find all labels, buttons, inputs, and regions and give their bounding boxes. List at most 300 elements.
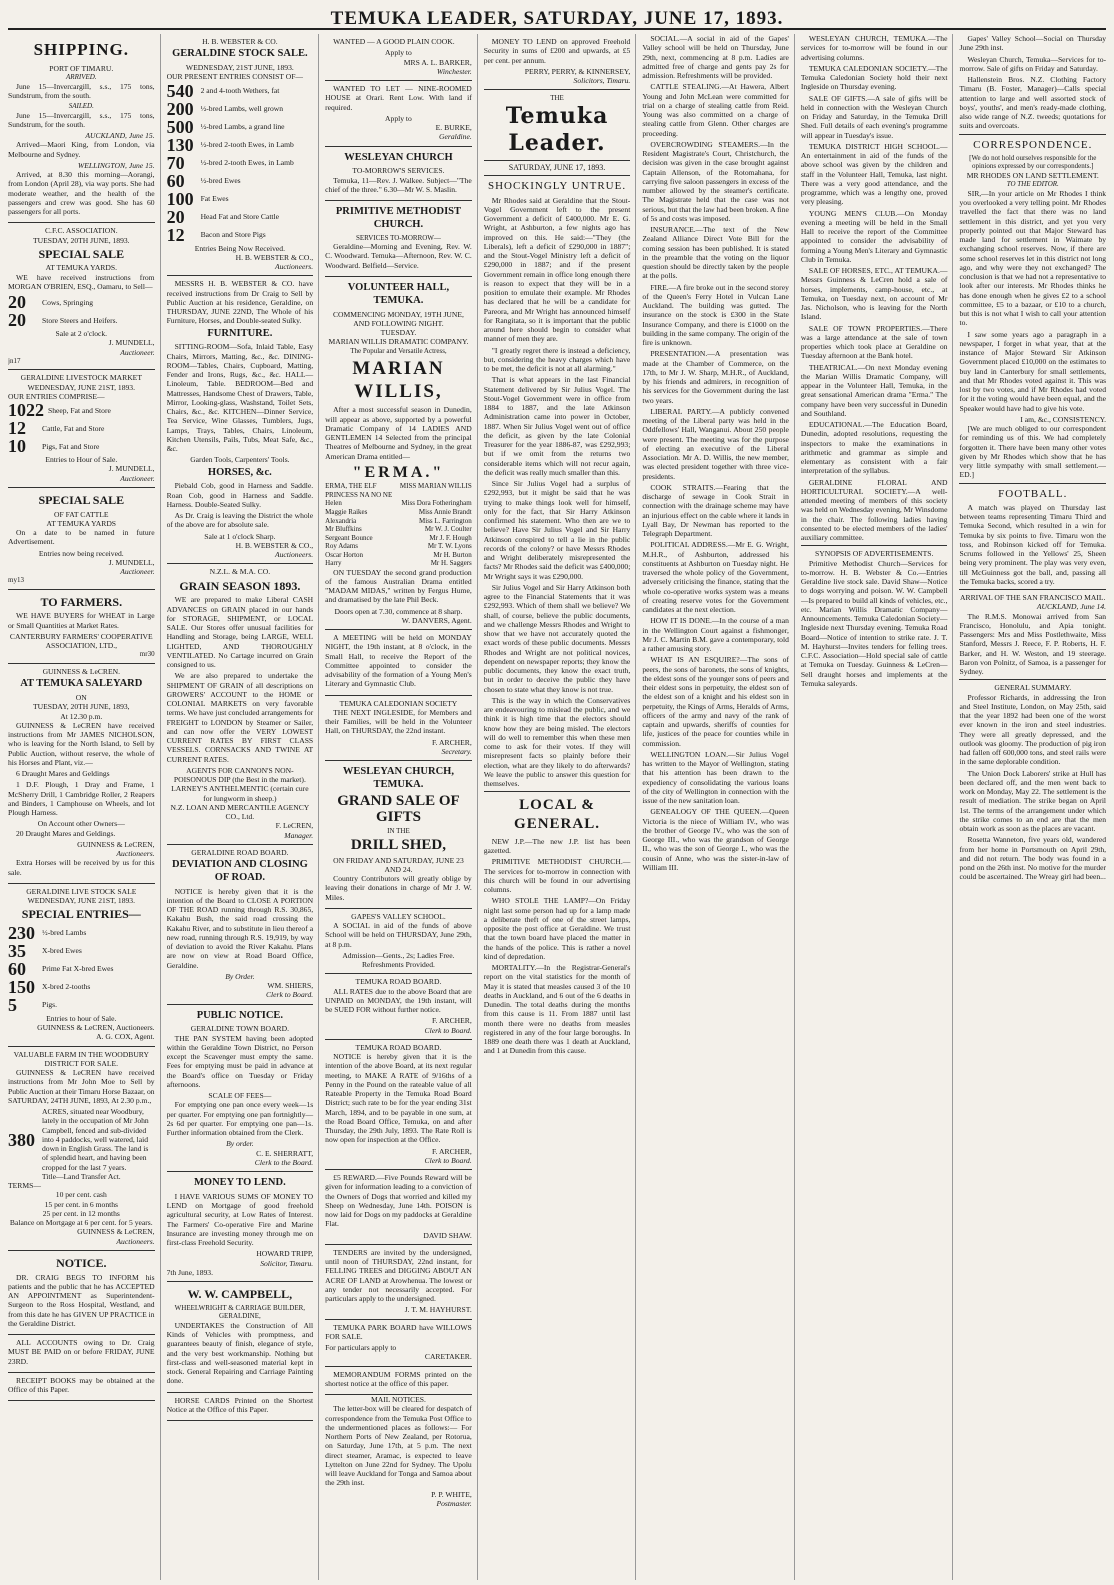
gls-item: ½-bred Lambs [42, 928, 87, 938]
geraldine-live-stock-sale-ad [8, 884, 155, 1047]
farmers-ad [8, 590, 155, 664]
cast-role: Oscar Horton [325, 550, 364, 559]
news-item: OVERCROWDING STEAMERS.—In the Resident Magistrate's Court, Christchurch, the decision was given in the case brought against Captain Allenson, of the Rotomahana, for carrying five saloon passengers in excess of the number allowed by the steamer's certificate. The Magistrate held that the case was not serious, but that the law had been broken. A fine of 5s and costs was imposed. [642, 139, 789, 223]
news-item: THEATRICAL.—On next Monday evening the Marian Willis Dramatic Company, will appear in the Volunteer Hall, Temuka, in the great sensational American drama "Erma." The company have been very successful in Dunedin and Southland. [800, 362, 948, 418]
trb2-role: Clerk to Board. [424, 1155, 472, 1165]
gss-count: 12 [166, 224, 185, 245]
fat-entries: Entries now being received. [38, 548, 124, 558]
news-item: SALE OF TOWN PROPERTIES.—There was a large attendance at the sale of town properties which took place at Geraldine on Tuesday afternoon at the Bank hotel. [800, 323, 948, 361]
gl-time: At 12.30 p.m. [60, 711, 103, 721]
news-item: WESLEYAN CHURCH, TEMUKA.—The services for to-morrow will be found in our advertising columns. [800, 34, 948, 62]
gtb-heading: GERALDINE TOWN BOARD. [190, 1024, 289, 1034]
news-item: PRESENTATION.—A presentation was made at the Chamber of Commerce, on the 17th, to Mr J. W. Sharp, M.H.R., of Auckland, by his friends and admirers, in recognition of his services for the Government during the last two years. [642, 349, 789, 405]
gss-entries-label: OUR PRESENT ENTRIES CONSIST OF— [166, 72, 304, 82]
wesleyan-services-ad [325, 147, 472, 202]
gss-entry [167, 172, 314, 190]
news-item: YOUNG MEN'S CLUB.—On Monday evening a meeting will be held in the Small Hall to receive the report of the Committee appointed to consider the advisability of forming a Young Men's Literary and Gymnastic Club in Temuka. [800, 208, 948, 264]
news-item: EDUCATIONAL.—The Education Board, Dunedin, adopted resolutions, requesting the inspectors to make the examinations in arithmetic and grammar as simple and elementary as consistent with a fair interpretation of the syllabus. [800, 420, 948, 476]
public-notice-title: PUBLIC NOTICE. [196, 1009, 284, 1021]
cast-actor: Mr J. F. Hough [429, 533, 472, 542]
gls-entry [8, 960, 155, 978]
column-2 [167, 34, 320, 1580]
logo-the: THE [550, 94, 564, 103]
grand-in: IN THE [387, 827, 410, 836]
shipping-title: SHIPPING. [33, 40, 129, 59]
paper-logo [484, 94, 631, 156]
mw-name: MARIAN WILLIS, [352, 358, 445, 403]
farmers-title: TO FARMERS. [40, 594, 123, 609]
gls-date: WEDNESDAY, JUNE 21ST, 1893. [27, 896, 136, 906]
grand-date: ON FRIDAY AND SATURDAY, JUNE 23 AND 24. [333, 855, 464, 874]
gss-item: ½-bred 2-tooth Ewes, in Lamb [200, 139, 294, 149]
gls-entry-list [8, 924, 155, 1014]
notice-title: NOTICE. [56, 1255, 107, 1270]
football-text: A match was played on Thursday last between teams representing Timaru Third and Temuka Second, which resulted in a win for Temuka by six points to five. Timaru won the toss, and Robinson kicked off for Temuka. Scrums followed in the Yellows' 25, Sheen being very prominent. The play was very even, till McGuinness got the ball, and, passing all the Temuka backs, scored a try. [959, 502, 1106, 586]
glm-entry [8, 401, 155, 419]
money-lend-perry-ad [484, 34, 631, 90]
campbell-ad [167, 1282, 314, 1392]
gss-entry [167, 226, 314, 244]
arrived-text: June 15—Invercargill, s.s., 175 tons, Sundstrum, from the south. [8, 81, 155, 100]
gl-on: ON [75, 693, 87, 703]
tcs-role: Secretary. [441, 746, 472, 756]
news-item: CATTLE STEALING.—At Hawera, Albert Young and John McLean were committed for trial on a charge of stealing cattle from Reid. Young was also committed on a charge of stealing cattle from Glenn. Other charges are proceeding. [642, 82, 789, 138]
cast-role: Maggie Raikes [325, 508, 368, 516]
furniture-heading: FURNITURE. [207, 327, 273, 339]
memo-forms-ad [325, 1367, 472, 1396]
cast-role: Sergeant Bounce [325, 533, 373, 542]
letter-title: MR RHODES ON LAND SETTLEMENT. [966, 170, 1099, 180]
deviation-title: DEVIATION AND CLOSING OF ROAD. [171, 859, 308, 883]
wellington-text: Arrived, at 8.30 this morning—Aorangi, from London (April 28), via way ports. She had moderate weather, and the health of the passengers and crew was good. She has 60 passengers for all ports. [8, 170, 155, 217]
mw-tues: ON TUESDAY the second grand production of the famous Australian Drama entitled "MADAM MIDAS," written by Fergus Hume, and dramatised by the late Phil Beck. [325, 567, 472, 605]
vf-term: 25 per cent. in 12 months [42, 1208, 120, 1218]
grain-title: GRAIN SEASON 1893. [179, 578, 301, 593]
fat-location: AT TEMUKA YARDS [46, 518, 117, 528]
hbw-text: MESSRS H. B. WEBSTER & CO. have received instructions from Dr Craig to Sell by Public Auction at his residence, Geraldine, on THURSDAY, JUNE 22ND, The Whole of his Furniture, Horses, and Double-seated Sulky. [166, 279, 314, 326]
wanted-let-apply: Apply to [385, 113, 412, 123]
tcs-title: TEMUKA CALEDONIAN SOCIETY [339, 698, 458, 708]
gls-item: X-bred 2-tooths [42, 982, 91, 992]
grain-text: WE are prepared to make Liberal CASH ADVANCES on GRAIN placed in our hands for STORAGE, SHIPMENT, or LOCAL SALE. Our Stores offer unusual facilities for Handling and Storage, being LARGE, WELL LIGHTED, AND THOROUGHLY VENTILATED. No Cartage incurred on Grain consigned to us. [166, 595, 314, 670]
news-item: SALE OF HORSES, ETC., AT TEMUKA.—Messrs Guinness & LeCren hold a sale of horses, implements, camp-house, etc., at Temuka, on Tuesday next, on account of Mr Jas. Nicholson, who is leaving for the North Island. [800, 266, 948, 322]
tenders-signature: J. T. M. HAYHURST. [404, 1305, 472, 1315]
letter-paragraph: I saw some years ago a paragraph in a newspaper, I forget in what year, that at the instance of Major Steward Sir Atkinson Government placed £10,000 on the estimates to buy land in Canterbury for small settlements, and that Mr Rhodes voted against it. This was lost by two votes, and if Mr Rhodes had voted for it the voting would have been equal, and the Speaker would have had to give his vote. [959, 329, 1106, 413]
cfc-date: TUESDAY, 20TH JUNE, 1893. [32, 235, 130, 245]
fat-title: SPECIAL SALE [38, 492, 125, 507]
cast-actor: MISS MARIAN WILLIS [399, 482, 472, 491]
nzl-signature-2: F. LeCREN, [275, 821, 314, 831]
nzl-heading: N.Z.L. & M.A. CO. [209, 567, 271, 577]
vf-signature: GUINNESS & LeCREN, [77, 1227, 155, 1237]
arrival-title: ARRIVAL OF THE SAN FRANCISCO MAIL. [960, 593, 1106, 603]
synopsis-title: SYNOPSIS OF ADVERTISEMENTS. [815, 549, 934, 559]
trb2-text: NOTICE is hereby given that it is the intention of the above Board, at its next regular meeting, to MAKE A RATE of 9/16ths of a Penny in the Pound on the rateable value of all Rateable Property in the Temuka Road Board District; such rate to be for the year ending 31st March, 1894, and to be payable in one sum, at the Road Board Office, Temuka, on and after Thursday, the 29th July, 1893. The Rate Roll is now open for inspection at the Office. [325, 1052, 472, 1145]
gss-count: 20 [166, 206, 185, 227]
gl-item: 6 Draught Mares and Geldings [16, 769, 110, 779]
road-board-rate-notice-ad [325, 1040, 472, 1170]
correspondence-title: CORRESPONDENCE. [973, 138, 1093, 151]
editorial-title: SHOCKINGLY UNTRUE. [487, 180, 627, 193]
reward-text: £5 REWARD.—Five Pounds Reward will be given for information leading to a conviction of the Owners of Dogs that worried and killed my Sheep on Wednesday, June 14th. POISON is now laid for Dogs on my paddocks at Geraldine Flat. [325, 1173, 472, 1229]
gss-entry [167, 190, 314, 208]
cfc-sale-ad [8, 223, 155, 370]
editorial-paragraph: Since Sir Julius Vogel had a surplus of £292,993, but it might be said that he was trying to make things look well for himself, only for the fact, that Sir Harry Atkinson confirmed his statement. Who then are we to believe? Have Sir Julius Vogel and Sir Harry Atkinson conspired to tell a lie in the public records of the colony? or have Messrs Rhodes and Wright deliberately misrepresented the facts? Mr Rhodes said the deficit was £400,000; Mr Wright says it was £290,000. [483, 479, 631, 581]
gss-count: 540 [166, 80, 194, 101]
erma-title: "ERMA." [352, 463, 445, 481]
glm-signature: J. MUNDELL, [108, 464, 155, 474]
gss-item: ½-bred Lambs, well grown [200, 103, 284, 113]
news-item: POLITICAL ADDRESS.—Mr E. G. Wright, M.H.R., of Ashburton, addressed his constituents at Ashburton on Tuesday night. He traversed the whole policy of the Government, adversely criticising the finance, stating that the whole co-operative works system was a means of creating reserve votes for the Government candidates at the next election. [642, 540, 789, 614]
letter-signature: I am, &c., CONSISTENCY. [1020, 414, 1106, 424]
vf-title-act: Title—Land Transfer Act. [41, 1171, 121, 1181]
gss-role: Auctioneers. [274, 262, 314, 272]
summary-paragraph: The Union Dock Laborers' strike at Hull has been declared off, and the men went back to work on Monday, May 22. The settlement is the result of mediation. The strike began on April 1st. The terms of the arrangement under which the strike comes to an end are that the men obtain work as soon as the places are vacant. [959, 768, 1106, 834]
dr-craig-furniture-ad [167, 276, 314, 564]
gl-role: Auctioneers. [116, 849, 155, 859]
vf-title: VALUABLE FARM IN THE WOODBURY DISTRICT FOR SALE. [13, 1049, 149, 1068]
port-heading: PORT OF TIMARU. [49, 63, 114, 73]
wanted-let-place: Geraldine. [439, 132, 472, 142]
money-date: 7th June, 1893. [166, 1267, 213, 1277]
news-item: LIBERAL PARTY.—A publicly convened meeting of the Liberal party was held in the Oddfellows' Hall, Wanganui. About 250 people were present. The meeting was for the purpose of electing an executive of the Liberal Association. Mr A. D. Willis, the new member, was elected president together with three vice-presidents. [642, 406, 789, 481]
local-general-title: LOCAL & GENERAL. [514, 797, 600, 832]
reward-ad [325, 1170, 472, 1245]
fat-signature: J. MUNDELL, [108, 557, 155, 567]
scale-text: For emptying one pan once every week—1s per quarter. For emptying one pan fortnightly—2s 6d per quarter. For emptying one pan—1s. Further information obtained from the Clerk. [166, 1100, 314, 1138]
glm-date: WEDNESDAY, JUNE 21ST, 1893. [27, 382, 136, 392]
agents-text: AGENTS FOR CANNON'S NON-POISONOUS DIP (the Best in the market). LARNEY'S ANTHELMENTIC (certain cure for lungworm in sheep.) [171, 765, 309, 803]
gss-entry [167, 208, 314, 226]
gl-item: 20 Draught Mares and Geldings. [16, 828, 116, 838]
gss-entry [167, 118, 314, 136]
wesley-title: WESLEYAN CHURCH [344, 151, 453, 163]
column-3 [325, 34, 478, 1580]
memo-text: MEMORANDUM FORMS printed on the shortest notice at the office of this paper. [325, 1369, 472, 1388]
cast-actor: Mr T. W. Lyons [427, 542, 472, 551]
scale-heading: SCALE OF FEES— [208, 1091, 272, 1101]
garden-tools: Garden Tools, Carpenters' Tools. [190, 455, 290, 465]
campbell-title: W. W. CAMPBELL, [187, 1287, 293, 1302]
local-item: NEW J.P.—The new J.P. list has been gazetted. [483, 836, 631, 856]
cfc-entry [8, 311, 155, 329]
cfc-heading: C.F.C. ASSOCIATION. [44, 226, 118, 236]
synopsis-item: Wesleyan Church, Temuka—Services for to-morrow. Sale of gifts on Friday and Saturday. [959, 54, 1106, 73]
gss-entry [167, 82, 314, 100]
gls-count: 230 [8, 922, 35, 943]
perry-text: MONEY TO LEND on approved Freehold Security in sums of £200 and upwards, at £5 per cent. per annum. [483, 37, 631, 65]
news-item: WELLINGTON LOAN.—Sir Julius Vogel has written to the Mayor of Wellington, stating that his attention has been drawn to the expediency of consolidating the various loans of the city of Wellington in connection with the issue of the new sanitation loan. [642, 749, 789, 805]
grb-heading: GERALDINE ROAD BOARD. [191, 847, 289, 857]
vf-terms: TERMS— [8, 1181, 41, 1191]
tcs-signature: F. ARCHER, [432, 737, 472, 747]
correspondence-note: [We do not hold ourselves responsible for the opinions expressed by our correspondents.] [969, 153, 1097, 171]
mw-company: MARIAN WILLIS DRAMATIC COMPANY. [328, 337, 469, 347]
gls-heading: GERALDINE LIVE STOCK SALE [26, 886, 137, 896]
cast-role: Harry [325, 559, 342, 568]
geraldine-livestock-market-ad [8, 370, 155, 488]
divider [959, 589, 1106, 590]
drill-shed: DRILL SHED, [350, 836, 446, 853]
mail-signature: P. P. WHITE, [431, 1489, 472, 1499]
grand-title: GRAND SALE OF GIFTS [337, 792, 460, 825]
gss-item: ½-bred 2-tooth Ewes, in Lamb [200, 157, 294, 167]
hbw-signature: H. B. WEBSTER & CO., [235, 540, 314, 550]
gls-entry [8, 978, 155, 996]
mw-signature: W. DANVERS, Agent. [401, 615, 472, 625]
gl-date: TUESDAY, 20TH JUNE, 1893, [32, 702, 130, 712]
gss-now: Entries Being Now Received. [194, 243, 285, 253]
masthead: TEMUKA LEADER, SATURDAY, JUNE 17, 1893. [8, 6, 1106, 30]
glm-count: 1022 [8, 400, 44, 421]
vol-text: COMMENCING MONDAY, 19TH JUNE, AND FOLLOWING NIGHT. [332, 309, 464, 328]
pan-system-ad [167, 1005, 314, 1173]
wesley-text: Temuka, 11—Rev. J. Walkee. Subject—"The chief of the three." 6.30—Mr W. S. Maslin. [325, 175, 472, 194]
synopsis-text: Primitive Methodist Church—Services for to-morrow. H. B. Webster & Co.—Entries Geraldine live stock sale. David Shaw—Notice to dogs worrying and poison. W. W. Campbell—Is prepared to build all kinds of vehicles, etc., etc. Marian Willis Dramatic Company—Announcements. Temuka Caledonian Society—Ingleside next Thursday evening. Temuka Road Board—Notice of intention to strike rate. J. T. M. Hayhurst—Invites tenders for felling trees. C.F.C. Association—Hold special sale of cattle at Temuka on Tuesday. Guinness & LeCren—Sell draught horses and implements at the Temuka saleyards. [800, 558, 948, 688]
news-item: SALE OF GIFTS.—A sale of gifts will be held in connection with the Wesleyan Church on Friday and Saturday, in the Temuka Drill Shed. Full details of each evening's programme will appear in Tuesday's issue. [800, 93, 948, 140]
fat-ref: my13 [8, 576, 24, 585]
glm-hours: Entries to Hour of Sale. [45, 455, 118, 465]
shipping-section [8, 34, 155, 223]
cast-row [325, 517, 472, 526]
local-item: MORTALITY.—In the Registrar-General's report on the vital statistics for the month of May it is stated that measles caused 3 of the 10 deaths in Auckland, and 6 out of the 6 deaths in Dunedin. The total deaths during the months from this cause is 11. From 1887 until last month there were no deaths from measles registered in any of the four large boroughs. In 1889 one death there was 1 death at Auckland, and 1 at Dunedin from this cause. [483, 963, 631, 1056]
vf-entry [8, 1107, 155, 1172]
letter-paragraph: SIR,—In your article on Mr Rhodes I think you overlooked a very telling point. Mr Rhodes travelled the fact that there was no land settlement in this district, and yet you very properly pointed out that Major Steward has made land for settlement in Waimate by exchanging school reserves. Now, if there are some school reserves let in this district not long ago, and why were they not exchanged? The conclusion is that we had not a representative to look after our interests. Mr Rhodes thinks he has done enough when he gives £2 to a school committee, £5 to a bazaar, or £10 to a church, but this is not what I wish to call your attention to. [959, 188, 1106, 328]
gvs-title: GAPES'S VALLEY SCHOOL. [351, 911, 446, 921]
cast-role: Helen [325, 499, 342, 508]
glm-item: Sheep, Fat and Store [48, 405, 111, 415]
columns [8, 34, 1106, 1580]
cast-row [325, 534, 472, 543]
cast-row [325, 491, 472, 500]
cfc-text: WE have received instructions from MORGAN O'BRIEN, ESQ., Oamaru, to Sell— [8, 272, 155, 291]
cast-row [325, 499, 472, 508]
news-item: SOCIAL.—A social in aid of the Gapes' Valley school will be held on Thursday, June 29th, next, commencing at 8 p.m. Ladies are admitted free of charge and gents pay 2s for admission. Refreshments will be provided. [642, 34, 789, 80]
gss-item: Fat Ewes [200, 193, 229, 203]
guinness-lecren-temuka-ad [8, 664, 155, 884]
gls-count: 150 [8, 976, 35, 997]
cfc-entry [8, 293, 155, 311]
vol-tues: TUESDAY. [380, 328, 417, 338]
mw-pop: The Popular and Versatile Actress, [350, 346, 447, 355]
cast-actor: Mr H. Burton [433, 550, 472, 559]
summary-paragraph: Professor Richards, in addressing the Iron and Steel Institute, London, on May 25th, said that the year 1892 had been one of the worst ever known in the iron and steel industries. They were all greatly depressed, and the outlook was gloomy. The production of pig iron had fallen off 600,000 tons, and steel rails were in the same deplorable condition. [959, 692, 1106, 767]
sailed-text: June 15—Invercargill, s.s., 175 tons, Sundstrum, for the south. [8, 110, 155, 129]
mail-text: The letter-box will be cleared for despatch of correspondence from the Temuka Post Office to the undermentioned places as follows:— For Northern Ports of New Zealand, per Rotorua, on Saturday, June 17th, at 5 p.m. The next direct steamer, Aramac, is expected to leave Lyttelton on June 22nd for Sydney. The Upolu will leave Auckland for Tonga and Samoa about the 29th inst. [325, 1404, 472, 1488]
geraldine-stock-sale-ad [167, 34, 314, 276]
cast-actor: Miss Annie Brandt [418, 508, 472, 516]
glm-count: 12 [8, 418, 26, 439]
gl-owners: On Account other Owners— [37, 819, 125, 829]
accounts-ad [8, 1335, 155, 1373]
auckland-text: Arrived—Maori King, from London, via Melbourne and Sydney. [8, 140, 155, 159]
divider [484, 791, 631, 792]
mw-doors: Doors open at 7.30, commence at 8 sharp. [334, 606, 463, 616]
gss-item: ½-bred Lambs, a grand line [200, 121, 285, 131]
farmers-ref: mr30 [139, 650, 155, 659]
news-item: WHAT IS AN ESQUIRE?—The sons of peers, the sons of baronets, the sons of knights, the eldest sons of the younger sons of peers and their eldest sons in perpetuity, the eldest son of the eldest son of a knight and his eldest son in perpetuity, the Kings of Arms, Heralds of Arms, officers of the army and navy of the rank of captain and upwards, sheriffs of counties for life, justices of the peace for counties while in commission. [642, 655, 789, 748]
gss-date: WEDNESDAY, 21ST JUNE, 1893. [185, 63, 294, 73]
gvs-admission: Admission—Gents., 2s; Ladies Free. Refreshments Provided. [342, 950, 455, 970]
gss-count: 500 [166, 116, 194, 137]
tenders-text: TENDERS are invited by the undersigned, until noon of THURSDAY, 22nd instant, for FELLING TREES and DIGGING ABOUT AN ACRE OF LAND at Arowhenua. The lowest or any tender not necessarily accepted. For particulars apply to the undersigned. [325, 1247, 472, 1304]
wanted-let-ad [325, 81, 472, 147]
grand-text: Country Contributors will greatly oblige by leaving their donations in charge of Mr J. W. Miles. [325, 874, 472, 902]
gapes-valley-ad [325, 909, 472, 975]
cast-row [325, 525, 472, 534]
mail-title: MAIL NOTICES. [370, 1395, 426, 1405]
valuable-farm-ad [8, 1047, 155, 1251]
tpb-signature: CARETAKER. [424, 1352, 472, 1362]
hbw-heading: H. B. WEBSTER & CO. [202, 37, 278, 46]
gls-entry [8, 924, 155, 942]
fat-text: On a date to be named in future Advertisement. [8, 528, 155, 547]
sale-time: Sale at 1 o'clock Sharp. [204, 531, 276, 541]
wanted-let-text: WANTED TO LET — NINE-ROOMED HOUSE at Orari. Rent Low. With land if required. [325, 84, 472, 112]
glm-entry [8, 437, 155, 455]
gls-count: 5 [8, 994, 17, 1015]
gl-heading: GUINNESS & LeCREN. [42, 667, 120, 677]
synopsis-item: Gapes' Valley School—Social on Thursday June 29th inst. [959, 34, 1106, 53]
column-4 [484, 34, 637, 1580]
trb-role: Clerk to Board. [424, 1025, 472, 1035]
tenders-ad [325, 1245, 472, 1320]
tpb-text: TEMUKA PARK BOARD have WILLOWS FOR SALE. [325, 1322, 472, 1341]
horses-text: Piebald Cob, good in Harness and Saddle. Roan Cob, good in Harness and Saddle. Harness. Double-Seated Sulky. [166, 481, 314, 509]
glm-entry [8, 419, 155, 437]
cast-actor [396, 491, 472, 500]
cast-actor: Miss L. Farrington [419, 516, 472, 525]
cast-row [325, 542, 472, 551]
news-item: TEMUKA DISTRICT HIGH SCHOOL.—An entertainment in aid of the funds of the above school was given by the children and staff in the Volunteer Hall, Temuka, last night. There was a very good attendance, and the programme, which was a lengthy one, proved very pleasing. [800, 141, 948, 207]
trb2-signature: F. ARCHER, [432, 1146, 472, 1156]
mail-role: Postmaster. [436, 1498, 472, 1508]
accounts-text: ALL ACCOUNTS owing to Dr. Craig MUST BE PAID on or before FRIDAY, JUNE 23RD. [8, 1338, 155, 1366]
wanted-let-signature: E. BURKE, [435, 123, 472, 132]
horse-cards-text: HORSE CARDS Printed on the Shortest Notice at the Office of this Paper. [166, 1395, 314, 1414]
trb-signature: F. ARCHER, [432, 1016, 472, 1026]
cfc-item: Store Steers and Heifers. [42, 315, 118, 325]
cfc-ref: jn17 [8, 356, 21, 365]
gl-location: AT TEMUKA SALEYARD [20, 678, 143, 690]
arrival-text: The R.M.S. Monowai arrived from San Francisco, Honolulu, and Apia tonight. Passengers: Mrs and Miss Postlethwaite, Miss Stanford, Messrs J. Reece, F. P. Roberts, H. F. Barker, and H. W. Weston, and 19 steerage. Baron von Polnitz, of Samoa, is a passenger for Sydney. [959, 611, 1106, 677]
cfc-count: 20 [8, 292, 26, 313]
editorial-dateline: SATURDAY, JUNE 17, 1893. [484, 160, 631, 176]
pan-text: THE PAN SYSTEM having been adopted within the Geraldine Town District, no Person except the Scavenger must empty the same. Fees for emptying must be paid in advance at the Board's office on Tuesday or Friday afternoons. [166, 1033, 314, 1089]
gls-entries-label: SPECIAL ENTRIES— [21, 907, 141, 922]
pan-role: Clerk to the Board. [254, 1157, 314, 1167]
gls-item: Pigs. [42, 1000, 57, 1010]
cfc-location: AT TEMUKA YARDS. [45, 263, 117, 273]
money-title: MONEY TO LEND. [194, 1177, 286, 1189]
receipt-text: RECEIPT BOOKS may be obtained at the Office of this Paper. [8, 1375, 155, 1395]
road-deviation-ad [167, 845, 314, 1005]
campbell-text: UNDERTAKES the Construction of All Kinds of Vehicles with promptness, and guarantees beauty of finish, elegance of style, and the very best workmanship. Nothing but first-class and well-seasoned material kept in stock. General Repairing and Carriage Painting done. [166, 1320, 314, 1386]
gls-entry [8, 942, 155, 960]
gls-entry [8, 996, 155, 1014]
fat-cattle-ad [8, 488, 155, 590]
grain-text-2: We are also prepared to undertake the SHIPMENT OF GRAIN of all descriptions on GROWERS' ACCOUNT to the HOME or COLONIAL MARKETS on very favorable terms. We have just concluded arrangements for FREIGHT to LONDON by Steamer or Sailer, and can now offer the VERY LOWEST CURRENT RATES BY FIRST CLASS VESSELS. CORNSACKS AND TWINE AT CURRENT RATES. [166, 671, 314, 764]
grain-season-ad [167, 564, 314, 844]
cfc-count: 20 [8, 310, 26, 331]
vf-term: Balance on Mortgage at 6 per cent. for 5 years. [9, 1218, 153, 1228]
money-to-lend-ad [167, 1172, 314, 1282]
tcs-text: THE NEXT INGLESIDE, for Members and their Families, will be held in the Volunteer Hall, on THURSDAY, the 22nd instant. [325, 707, 472, 736]
gss-entry [167, 136, 314, 154]
gls-count: 35 [8, 940, 26, 961]
gls-item: X-bred Ewes [42, 946, 82, 956]
gss-entry-list [167, 82, 314, 244]
wanted-cook-signature: MRS A. L. BARKER, [403, 57, 472, 67]
letter-to-editor: TO THE EDITOR. [1006, 180, 1059, 189]
editorial-paragraph: That is what appears in the last Financial Statement delivered by Sir Julius Vogel. The Stout-Vogel Government were in office from 1884 to 1887, and the late Atkinson Administration came into power in October, 1887. When Sir Julius Vogel went out of office the deficit, as given by the late Colonial Treasurer for the year 1886-87, was £292,993; but if we omit from the returns two considerable items which will not recur again, the deficit was really much smaller than this. [483, 375, 631, 477]
furniture-text: SITTING-ROOM—Sofa, Inlaid Table, Easy Chairs, Mirrors, Matting, &c., &c. DINING-ROOM—Tables, Chairs, Cupboard, Matting, Fender and Irons, Rugs, &c., &c. HALL—Linoleum, Table. BEDROOM—Bed and Mattresses, Handsome Chest of Drawers, Table, Mirror, Looking-glass, Washstand, Toilet Sets, Chairs, &c., &c. KITCHEN—Dinner Service, Tea Service, Wine Glasses, Tumblers, Jugs, Lamps, Trays, Tables, Chairs, Linoleum, Kitchen Utensils, Pails, Tubs, Meat Safe, &c., &c. [166, 342, 314, 454]
cast-role: ERMA, THE ELF [325, 482, 377, 491]
road-board-rates-ad [325, 974, 472, 1040]
notice-text: DR. CRAIG BEGS TO INFORM his patients and the public that he has ACCEPTED AN APPOINTMENT as Superintendent-Surgeon to the Ross Hospital, Westland, and from this date he has GIVEN UP PRACTICE in the Geraldine District. [8, 1272, 155, 1328]
vf-description: ACRES, situated near Woodbury, lately in the occupation of Mr John Campbell, fenced and sub-divided into 4 paddocks, well watered, laid down in English Grass. The land is of splendid heart, and having been cropped for the last 7 years. [42, 1107, 149, 1172]
grand-sale-ad [325, 761, 472, 909]
glm-role: Auctioneer. [120, 473, 155, 483]
editor-note: [We are much obliged to our correspondent for reminding us of this. We had completely forgotten it. There have been many other votes given by Mr Rhodes which show that he has very little sympathy with small settlement.—ED.] [959, 424, 1106, 480]
cast-row [325, 551, 472, 560]
gss-item: ½-bred Ewes [200, 175, 241, 185]
wellington-dateline: WELLINGTON, June 15. [77, 160, 155, 170]
gvs-text: A SOCIAL in aid of the funds of above School will be held on THURSDAY, June 29th, at 8 p.m. [325, 921, 472, 949]
primitive-methodist-ad [325, 201, 472, 277]
meeting-text: A MEETING will be held on MONDAY NIGHT, the 19th instant, at 8 o'clock, in the Small Hall, to receive the Report of the Committee appointed to consider the advisability of the formation of a Young Men's Literary and Gymnastic Club. [325, 633, 472, 689]
nzl-role: Manager. [284, 830, 314, 840]
gls-signature-2: A. G. COX, Agent. [96, 1032, 155, 1042]
horse-cards-ad [167, 1393, 314, 1422]
marian-willis-ad [325, 277, 472, 630]
notice-ad [8, 1251, 155, 1335]
fat-role: Auctioneer. [120, 567, 155, 577]
local-item: WHO STOLE THE LAMP?—On Friday night last some person had up for a lamp made a deliberate theft of one of the street lamps, opposite the post office at Geraldine. We trust that the town board have placed the matter in the hands of the police. This is rather a novel kind of depredation. [483, 896, 631, 961]
local-item: PRIMITIVE METHODIST CHURCH.—The services for to-morrow in connection with this church will be found in our advertising columns. [483, 857, 631, 895]
pan-signature: C. E. SHERRATT, [256, 1148, 314, 1158]
vf-role: Auctioneers. [116, 1236, 155, 1246]
dr-note: As Dr. Craig is leaving the District the whole of the above are for absolute sale. [166, 511, 314, 530]
mw-text: After a most successful season in Dunedin, will appear as above, supported by a powerful Dramatic Company of 14 LADIES AND GENTLEMEN 14 Selected from the principal Theatres of Melbourne and Sydney, in the great American Drama entitled— [325, 405, 472, 461]
wct-title: WESLEYAN CHURCH, TEMUKA. [342, 766, 454, 791]
gss-item: Bacon and Store Pigs [200, 229, 266, 239]
gss-item: 2 and 4-tooth Wethers, fat [200, 85, 280, 95]
prim-title: PRIMITIVE METHODIST CHURCH. [335, 206, 462, 230]
cast-row [325, 508, 472, 517]
wanted-cook-text: WANTED — A GOOD PLAIN COOK. [333, 37, 455, 46]
cfc-special-sale: SPECIAL SALE [38, 246, 125, 261]
gss-count: 60 [166, 170, 185, 191]
auckland-dateline: AUCKLAND, June 15. [85, 131, 155, 141]
column-6 [801, 34, 954, 1580]
arrival-dateline: AUCKLAND, June 14. [1036, 602, 1106, 612]
editorial-paragraph: Mr Rhodes said at Geraldine that the Stout-Vogel Government left to the present Government a deficit of £400,000. Mr E. G. Wright, at Ashburton, a few nights ago has improved on this. He said:—"They (the Liberals), left a deficit of £290,000 in 1887"; and the Stout-Vogel Ministry left a deficit of £290,000 in 1887; and if the present Government remain in office long enough there is reason to expect that they will be in a position to emulate their example. Mr Rhodes has declared that he will be a candidate for Pareora, and Mr Wright has announced himself for Rangitata, so it is important that the public around here should begin to consider what manner of men they are. [483, 195, 631, 344]
wanted-cook-place: Winchester. [436, 66, 472, 76]
pan-order: By order. [226, 1139, 254, 1149]
cast-table [325, 482, 472, 567]
glm-entries-label: OUR ENTRIES COMPRISE— [8, 391, 105, 401]
gss-entry [167, 154, 314, 172]
news-item: COOK STRAITS.—Fearing that the discharge of sewage in Cook Strait in connection with the drainage scheme may have an injurious effect on the cable where it lands in Lyall Bay, Dr Newman has reported to the Telegraph Department. [642, 482, 789, 538]
divider [959, 134, 1106, 135]
summary-paragraph: Rosetta Wanneton, five years old, wandered from her home in Portsmouth on April 29th, and did not return. The body was found in a pond on the 26th inst. No motive for the murder could be ascertained. The Wreay girl had been... [959, 835, 1106, 882]
column-7 [959, 34, 1106, 1580]
gl-text: GUINNESS & LeCREN have received instructions from Mr JAMES NICHOLSON, who is leaving for the North Island, to Sell by Public Auction, without reserve, the whole of his Horses and Plant, viz.— [8, 720, 155, 767]
news-item: GERALDINE FLORAL AND HORTICULTURAL SOCIETY.—A well-attended meeting of members of this society was held on Wednesday evening, Mr Winsdome in the chair. The following ladies having consented to be elected members of the ladies' auxiliary committee. [800, 477, 948, 542]
divider [801, 545, 948, 546]
deviation-text: NOTICE is hereby given that it is the intention of the Board to CLOSE A PORTION OF THE ROAD running through R.S. 30,865, Kakahu Bush, the said road crossing the Kakahu River, and to substitute in lieu thereof a new road, running through R.S. 19,919, by way of deviation to avoid the River Kakahu. Plans are now on view at Road Board Office, Geraldine. [166, 886, 314, 970]
